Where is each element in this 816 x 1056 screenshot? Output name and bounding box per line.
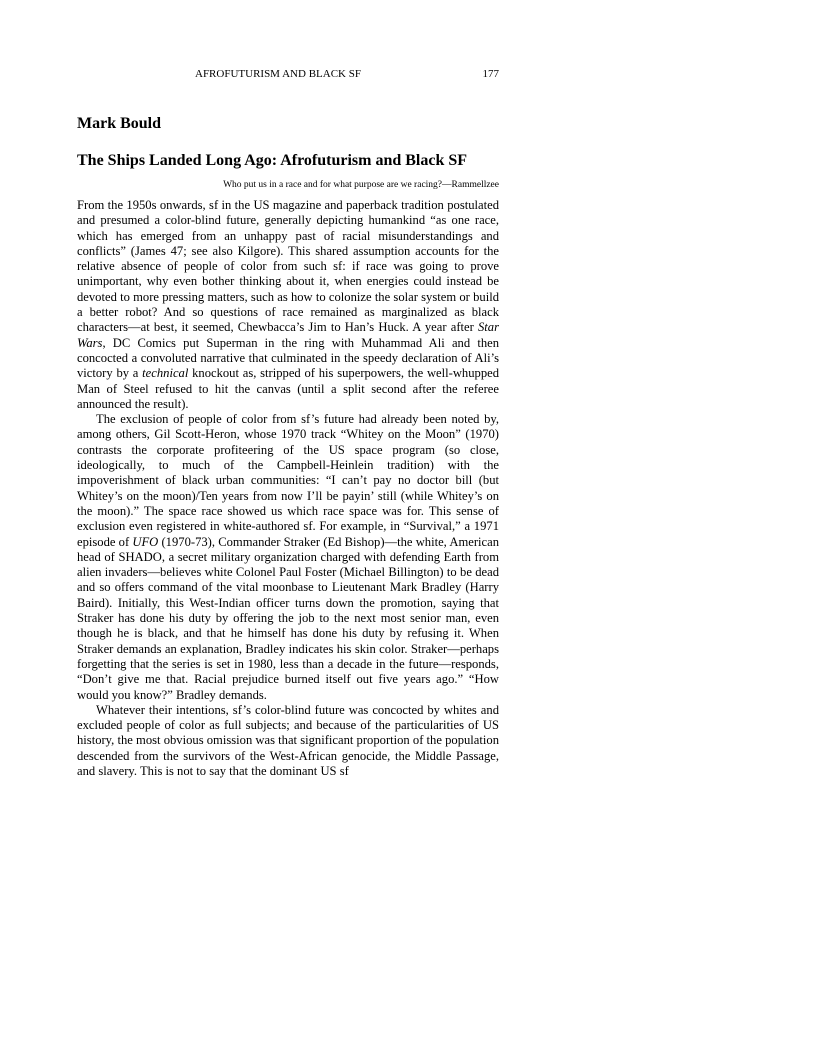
paragraph-text: From the 1950s onwards, sf in the US magazine and paperback tradition postulated and presumed a color-blind future, generally depicting humankind “as one race, which has emerged from an unhappy past of racial misunderstandings and conflicts” (James 47; see also Kilgore). This shared assumption accounts for the relative absence of people of color from such sf: if race was going to prove unimportant, why even bother thinking about it, when energies could instead be devoted to more pressing matters, such as how to colonize the solar system or build a better robot? And so questions of race remained as marginalized as black characters—at best, it seemed, Chewbacca’s Jim to Han’s Huck. A year after xyxy=(77,198,499,335)
paragraph-text: , DC Comics put Superman in the ring with Muhammad Ali and then concocted a convoluted narrative that culminated in the speedy declaration of Ali’s victory by a xyxy=(77,335,499,381)
article-body xyxy=(77,198,499,779)
paragraph-text: knockout as, stripped of his superpowers, the well-whupped Man of Steel refused to hit the canvas (until a split second after the referee announced the result). xyxy=(77,366,499,411)
paragraph-text: The exclusion of people of color from sf’s future had already been noted by, among others, Gil Scott-Heron, whose 1970 track “Whitey on the Moon” (1970) contrasts the corporate profiteering of the US space program (so close, ideologically, to much of the Campbell-Heinlein tradition) with the impoverishment of black urban communities: “I can’t pay no doctor bill (but Whitey’s on the moon)/Ten years from now I’ll be payin’ still (while Whitey’s on the moon).” The space race showed us which race space was for. This sense of exclusion even registered in white-authored sf. For example, in “Survival,” a 1971 episode of xyxy=(77,412,499,549)
article-title: The Ships Landed Long Ago: Afrofuturism and Black SF xyxy=(77,152,468,169)
paragraph xyxy=(77,412,499,703)
paragraph xyxy=(77,198,499,412)
running-title: AFROFUTURISM AND BLACK SF xyxy=(195,68,361,80)
paragraph-text: (1970-73), Commander Straker (Ed Bishop)—the white, American head of SHADO, a secret military organization charged with defending Earth from alien invaders—believes white Colonel Paul Foster (Michael Billington) to be dead and so offers command of the vital moonbase to Lieutenant Mark Bradley (Harry Baird). Initially, this West-Indian officer turns down the promotion, saying that Straker has done his duty by offering the job to the next most senior man, even though he is black, and that he himself has done his duty by refusing it. When Straker demands an explanation, Bradley indicates his skin color. Straker—perhaps forgetting that the series is set in 1980, less than a decade in the future—responds, “Don’t give me that. Racial prejudice burned itself out five years ago.” “How would you know?” Bradley demands. xyxy=(77,534,499,702)
page-number: 177 xyxy=(482,68,499,80)
paragraph xyxy=(77,703,499,779)
running-head xyxy=(77,66,499,82)
italic-title: UFO xyxy=(132,534,159,549)
author-name: Mark Bould xyxy=(77,115,162,132)
italic-title: Star Wars xyxy=(77,320,499,350)
paragraph-text: Whatever their intentions, sf’s color-blind future was concocted by whites and excluded people of color as full subjects; and because of the particularities of US history, the most obvious omission was that significant proportion of the population descended from the survivors of the West-African genocide, the Middle Passage, and slavery. This is not to say that the dominant US sf xyxy=(77,702,499,778)
epigraph: Who put us in a race and for what purpose are we racing?—Rammellzee xyxy=(223,180,499,190)
italic-emphasis: technical xyxy=(142,366,189,381)
